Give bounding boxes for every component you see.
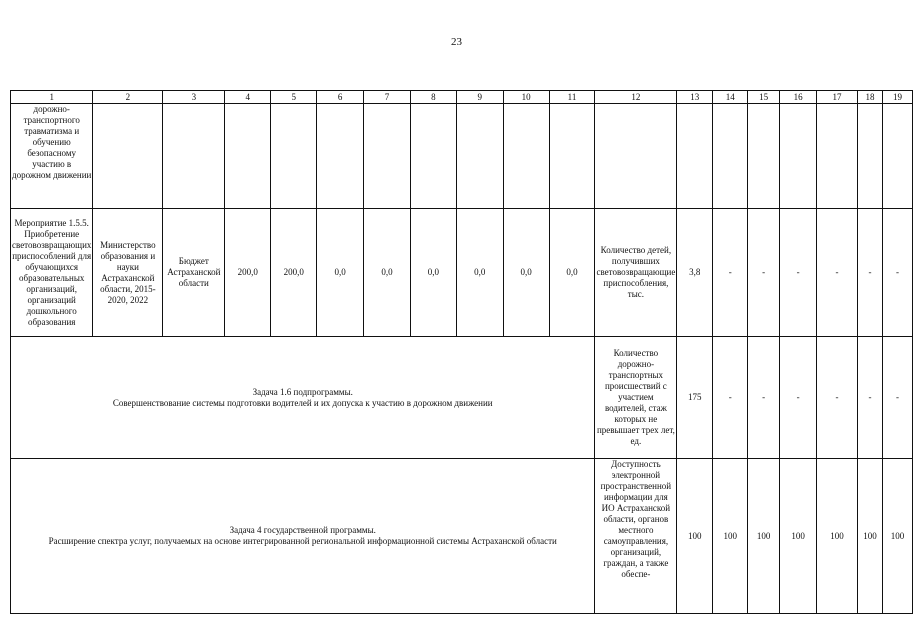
value-cell: 0,0 — [549, 209, 595, 337]
empty-cell — [410, 104, 456, 209]
task-row — [11, 337, 913, 459]
value-cell: 0,0 — [503, 209, 549, 337]
indicator-value-cell: 3,8 — [677, 209, 713, 337]
task-row — [11, 459, 913, 614]
value-cell: 0,0 — [410, 209, 456, 337]
column-number: 8 — [410, 91, 456, 104]
column-number: 17 — [817, 91, 858, 104]
task-text: Совершенствование системы подготовки водителей и их допуска к участию в дорожном движении — [112, 397, 493, 408]
continuation-row — [11, 104, 913, 209]
value-cell: 200,0 — [271, 209, 317, 337]
indicator-value-cell: 175 — [677, 337, 713, 459]
empty-cell — [857, 104, 882, 209]
indicator-value-cell: - — [882, 337, 912, 459]
indicator-value-cell: - — [780, 337, 817, 459]
indicator-cell: Количество дорожно-транспортных происшествий с участием водителей, стаж которых не превышает трех лет, ед. — [595, 337, 677, 459]
funding-source-cell: Бюджет Астраханской области — [163, 209, 225, 337]
page-number: 23 — [451, 36, 462, 48]
empty-cell — [817, 104, 858, 209]
indicator-value-cell: - — [748, 209, 780, 337]
empty-cell — [456, 104, 503, 209]
column-number: 18 — [857, 91, 882, 104]
empty-cell — [317, 104, 364, 209]
task-description-cell — [11, 337, 595, 459]
column-number: 10 — [503, 91, 549, 104]
task-title: Задача 4 государственной программы. — [229, 525, 376, 535]
column-number-row — [11, 91, 913, 104]
measure-row — [11, 209, 913, 337]
indicator-value-cell: 100 — [817, 459, 858, 614]
executor-cell: Министерство образования и науки Астраханской области, 2015-2020, 2022 — [93, 209, 163, 337]
column-number: 16 — [780, 91, 817, 104]
column-number: 14 — [713, 91, 748, 104]
indicator-value-cell: - — [748, 337, 780, 459]
indicator-value-cell: 100 — [677, 459, 713, 614]
empty-cell — [748, 104, 780, 209]
column-number: 3 — [163, 91, 225, 104]
empty-cell — [503, 104, 549, 209]
empty-cell — [163, 104, 225, 209]
indicator-value-cell: 100 — [857, 459, 882, 614]
indicator-value-cell: - — [882, 209, 912, 337]
column-number: 19 — [882, 91, 912, 104]
column-number: 12 — [595, 91, 677, 104]
column-number: 5 — [271, 91, 317, 104]
activity-name-cell: Мероприятие 1.5.5. Приобретение световозвращающих приспособлений для обучающихся образовательных организаций, организаций дошкольного образования — [11, 209, 93, 337]
value-cell: 0,0 — [364, 209, 411, 337]
indicator-value-cell: - — [713, 209, 748, 337]
column-number: 1 — [11, 91, 93, 104]
indicator-cell: Количество детей, получивших световозвращающие приспособления, тыс. — [595, 209, 677, 337]
column-number: 9 — [456, 91, 503, 104]
task-title: Задача 1.6 подпрограммы. — [252, 386, 353, 397]
indicator-value-cell: - — [713, 337, 748, 459]
value-cell: 0,0 — [456, 209, 503, 337]
empty-cell — [271, 104, 317, 209]
column-number: 4 — [225, 91, 271, 104]
column-number: 6 — [317, 91, 364, 104]
indicator-value-cell: - — [857, 337, 882, 459]
empty-cell — [595, 104, 677, 209]
column-number: 7 — [364, 91, 411, 104]
program-table — [10, 90, 913, 614]
empty-cell — [364, 104, 411, 209]
empty-cell — [780, 104, 817, 209]
empty-cell — [225, 104, 271, 209]
indicator-value-cell: - — [780, 209, 817, 337]
empty-cell — [677, 104, 713, 209]
task-text: Расширение спектра услуг, получаемых на основе интегрированной региональной информационной системы Астраханской области — [48, 536, 557, 546]
column-number: 15 — [748, 91, 780, 104]
task-description-cell — [11, 459, 595, 614]
indicator-value-cell: 100 — [748, 459, 780, 614]
value-cell: 200,0 — [225, 209, 271, 337]
column-number: 11 — [549, 91, 595, 104]
indicator-value-cell: - — [857, 209, 882, 337]
indicator-value-cell: 100 — [780, 459, 817, 614]
empty-cell — [549, 104, 595, 209]
indicator-value-cell: 100 — [882, 459, 912, 614]
column-number: 13 — [677, 91, 713, 104]
activity-name-cell: дорожно-транспортного травматизма и обучению безопасному участию в дорожном движении — [11, 104, 93, 209]
value-cell: 0,0 — [317, 209, 364, 337]
empty-cell — [882, 104, 912, 209]
column-number: 2 — [93, 91, 163, 104]
empty-cell — [93, 104, 163, 209]
empty-cell — [713, 104, 748, 209]
indicator-value-cell: - — [817, 337, 858, 459]
indicator-cell: Доступность электронной пространственной информации для ИО Астраханской области, органов местного самоуправления, организаций, граждан, а также обеспе- — [595, 459, 677, 614]
indicator-value-cell: - — [817, 209, 858, 337]
indicator-value-cell: 100 — [713, 459, 748, 614]
